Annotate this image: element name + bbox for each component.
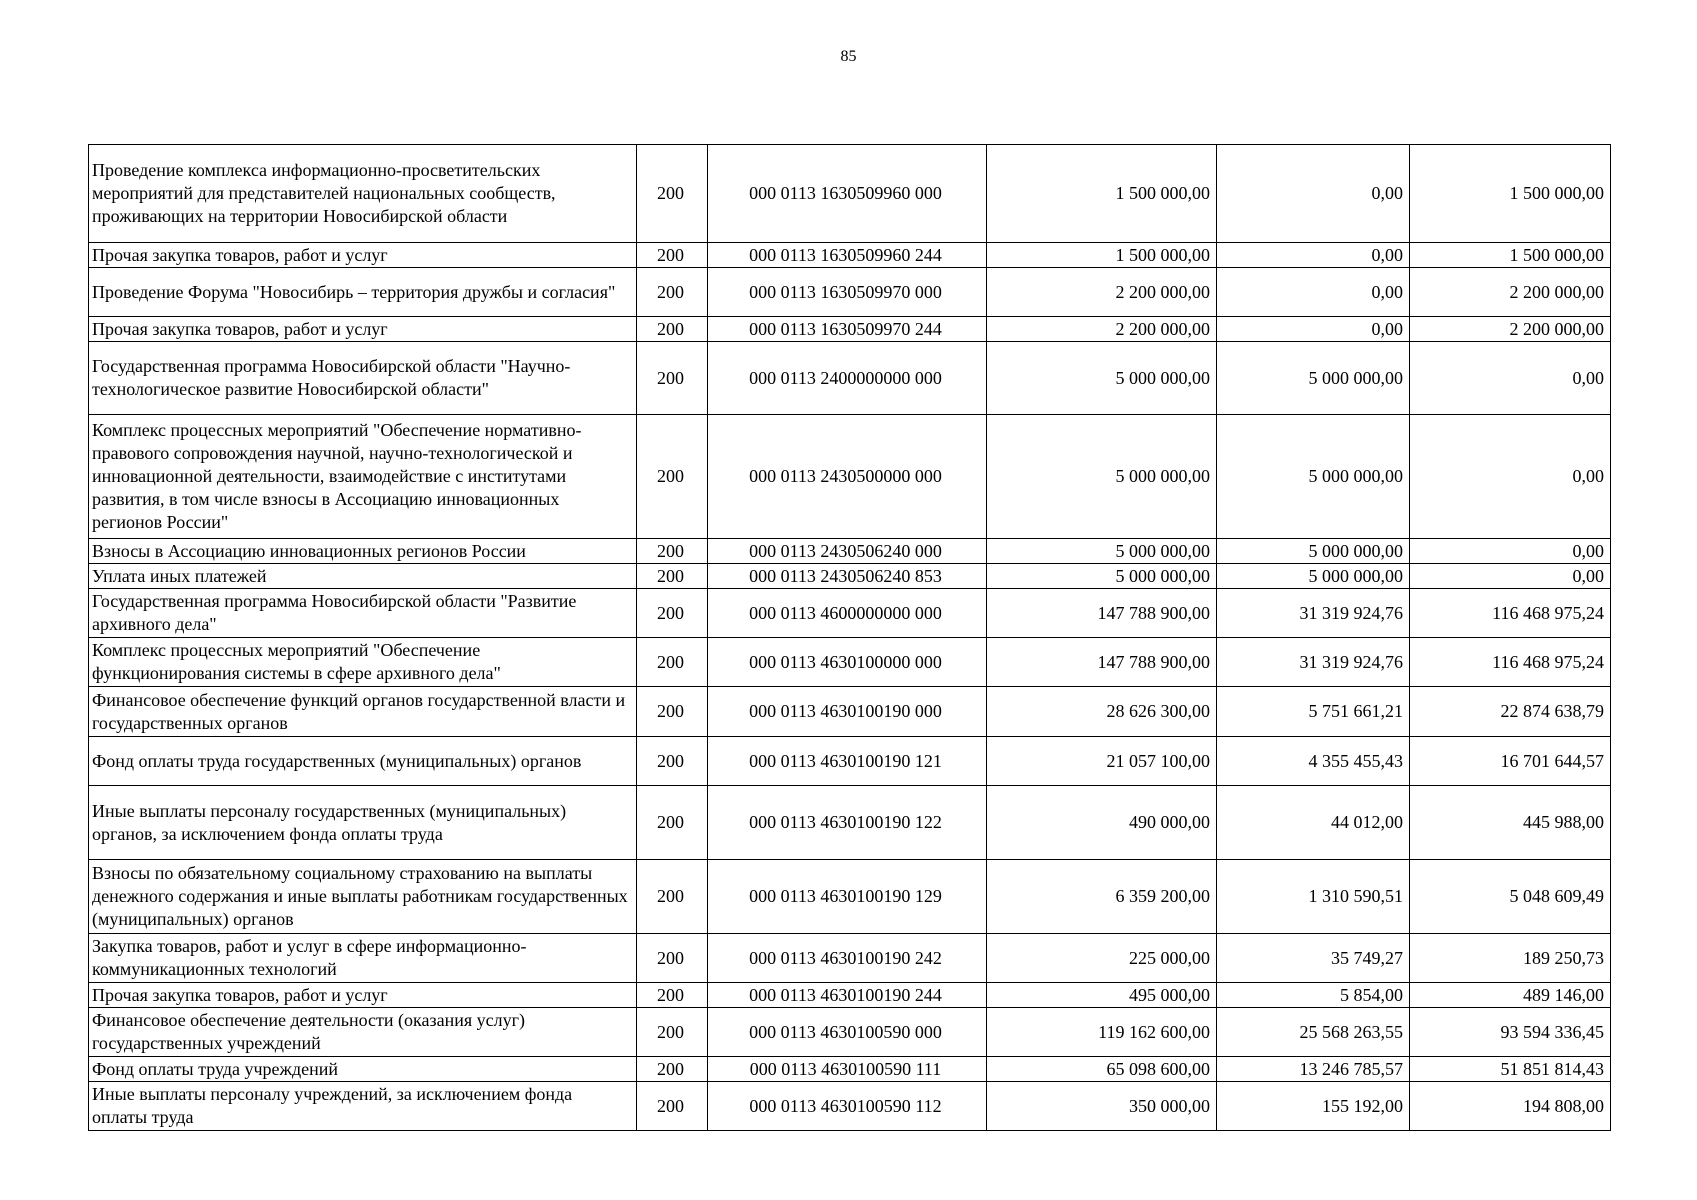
table-row: [89, 983, 1611, 1008]
row-executed: 0,00: [1217, 243, 1410, 268]
table-row: [89, 1057, 1611, 1082]
row-name: Государственная программа Новосибирской области "Научно-технологическое развитие Новосибирской области": [89, 342, 637, 415]
row-kbk: 000 0113 2430500000 000: [708, 415, 987, 539]
row-executed: 0,00: [1217, 268, 1410, 317]
row-executed: 155 192,00: [1217, 1082, 1410, 1131]
row-executed: 4 355 455,43: [1217, 737, 1410, 786]
table-row: [89, 1008, 1611, 1057]
row-name: Проведение Форума "Новосибирь – территория дружбы и согласия": [89, 268, 637, 317]
row-executed: 35 749,27: [1217, 934, 1410, 983]
row-name: Проведение комплекса информационно-просветительских мероприятий для представителей национальных сообществ, проживающих на территории Новосибирской области: [89, 145, 637, 243]
row-executed: 5 000 000,00: [1217, 342, 1410, 415]
row-executed: 5 751 661,21: [1217, 687, 1410, 737]
row-remaining: 489 146,00: [1410, 983, 1611, 1008]
table-row: [89, 415, 1611, 539]
row-code: 200: [637, 983, 708, 1008]
row-approved: 147 788 900,00: [987, 589, 1217, 638]
row-remaining: 1 500 000,00: [1410, 145, 1611, 243]
table-row: [89, 934, 1611, 983]
row-code: 200: [637, 934, 708, 983]
row-kbk: 000 0113 1630509970 000: [708, 268, 987, 317]
row-code: 200: [637, 539, 708, 564]
row-remaining: 2 200 000,00: [1410, 317, 1611, 342]
row-kbk: 000 0113 4630100190 242: [708, 934, 987, 983]
row-code: 200: [637, 564, 708, 589]
row-executed: 5 854,00: [1217, 983, 1410, 1008]
row-kbk: 000 0113 1630509960 244: [708, 243, 987, 268]
row-approved: 5 000 000,00: [987, 342, 1217, 415]
row-code: 200: [637, 1057, 708, 1082]
row-code: 200: [637, 145, 708, 243]
row-name: Комплекс процессных мероприятий "Обеспечение функционирования системы в сфере архивного дела": [89, 638, 637, 687]
row-approved: 5 000 000,00: [987, 564, 1217, 589]
row-name: Прочая закупка товаров, работ и услуг: [89, 983, 637, 1008]
row-remaining: 1 500 000,00: [1410, 243, 1611, 268]
row-approved: 147 788 900,00: [987, 638, 1217, 687]
row-executed: 31 319 924,76: [1217, 589, 1410, 638]
row-code: 200: [637, 589, 708, 638]
row-code: 200: [637, 786, 708, 860]
row-kbk: 000 0113 2400000000 000: [708, 342, 987, 415]
row-kbk: 000 0113 4630100590 112: [708, 1082, 987, 1131]
row-executed: 0,00: [1217, 317, 1410, 342]
table-row: [89, 342, 1611, 415]
row-executed: 5 000 000,00: [1217, 415, 1410, 539]
row-approved: 2 200 000,00: [987, 317, 1217, 342]
row-kbk: 000 0113 4630100190 000: [708, 687, 987, 737]
row-kbk: 000 0113 4630100190 121: [708, 737, 987, 786]
table-row: [89, 243, 1611, 268]
row-remaining: 5 048 609,49: [1410, 860, 1611, 934]
table-row: [89, 1082, 1611, 1131]
row-remaining: 0,00: [1410, 342, 1611, 415]
row-name: Финансовое обеспечение деятельности (оказания услуг) государственных учреждений: [89, 1008, 637, 1057]
row-code: 200: [637, 342, 708, 415]
row-executed: 0,00: [1217, 145, 1410, 243]
row-remaining: 51 851 814,43: [1410, 1057, 1611, 1082]
table-row: [89, 145, 1611, 243]
row-name: Финансовое обеспечение функций органов государственной власти и государственных органов: [89, 687, 637, 737]
row-remaining: 445 988,00: [1410, 786, 1611, 860]
table-row: [89, 268, 1611, 317]
row-remaining: 16 701 644,57: [1410, 737, 1611, 786]
row-code: 200: [637, 860, 708, 934]
row-remaining: 116 468 975,24: [1410, 638, 1611, 687]
row-approved: 65 098 600,00: [987, 1057, 1217, 1082]
row-kbk: 000 0113 2430506240 853: [708, 564, 987, 589]
row-name: Комплекс процессных мероприятий "Обеспечение нормативно-правового сопровождения научной, научно-технологической и инновационной деятельности, взаимодействие с институтами развития, в том числе взносы в Ассоциацию инновационных регионов России": [89, 415, 637, 539]
row-approved: 5 000 000,00: [987, 539, 1217, 564]
table-row: [89, 638, 1611, 687]
row-name: Уплата иных платежей: [89, 564, 637, 589]
row-remaining: 22 874 638,79: [1410, 687, 1611, 737]
row-name: Государственная программа Новосибирской области "Развитие архивного дела": [89, 589, 637, 638]
row-name: Иные выплаты персоналу учреждений, за исключением фонда оплаты труда: [89, 1082, 637, 1131]
row-remaining: 0,00: [1410, 564, 1611, 589]
row-code: 200: [637, 317, 708, 342]
row-remaining: 93 594 336,45: [1410, 1008, 1611, 1057]
row-approved: 350 000,00: [987, 1082, 1217, 1131]
table-row: [89, 317, 1611, 342]
row-remaining: 0,00: [1410, 539, 1611, 564]
row-executed: 25 568 263,55: [1217, 1008, 1410, 1057]
row-approved: 28 626 300,00: [987, 687, 1217, 737]
row-kbk: 000 0113 4630100190 244: [708, 983, 987, 1008]
row-remaining: 0,00: [1410, 415, 1611, 539]
row-kbk: 000 0113 4630100190 122: [708, 786, 987, 860]
table-row: [89, 564, 1611, 589]
row-remaining: 2 200 000,00: [1410, 268, 1611, 317]
row-name: Фонд оплаты труда учреждений: [89, 1057, 637, 1082]
row-code: 200: [637, 687, 708, 737]
row-name: Взносы в Ассоциацию инновационных регионов России: [89, 539, 637, 564]
row-code: 200: [637, 415, 708, 539]
row-executed: 44 012,00: [1217, 786, 1410, 860]
row-approved: 119 162 600,00: [987, 1008, 1217, 1057]
budget-table: [88, 144, 1611, 1131]
row-kbk: 000 0113 4630100190 129: [708, 860, 987, 934]
row-approved: 1 500 000,00: [987, 145, 1217, 243]
table-row: [89, 589, 1611, 638]
row-code: 200: [637, 638, 708, 687]
row-kbk: 000 0113 4600000000 000: [708, 589, 987, 638]
page-number: 85: [840, 48, 857, 65]
row-name: Закупка товаров, работ и услуг в сфере информационно-коммуникационных технологий: [89, 934, 637, 983]
row-executed: 5 000 000,00: [1217, 539, 1410, 564]
row-code: 200: [637, 737, 708, 786]
row-name: Взносы по обязательному социальному страхованию на выплаты денежного содержания и иные выплаты работникам государственных (муниципальных) органов: [89, 860, 637, 934]
row-kbk: 000 0113 1630509960 000: [708, 145, 987, 243]
row-name: Фонд оплаты труда государственных (муниципальных) органов: [89, 737, 637, 786]
row-kbk: 000 0113 2430506240 000: [708, 539, 987, 564]
table-row: [89, 737, 1611, 786]
row-executed: 5 000 000,00: [1217, 564, 1410, 589]
table-row: [89, 687, 1611, 737]
row-executed: 31 319 924,76: [1217, 638, 1410, 687]
row-executed: 1 310 590,51: [1217, 860, 1410, 934]
table-row: [89, 786, 1611, 860]
row-remaining: 194 808,00: [1410, 1082, 1611, 1131]
row-approved: 6 359 200,00: [987, 860, 1217, 934]
row-approved: 21 057 100,00: [987, 737, 1217, 786]
row-code: 200: [637, 268, 708, 317]
row-code: 200: [637, 1082, 708, 1131]
row-kbk: 000 0113 4630100590 111: [708, 1057, 987, 1082]
row-name: Прочая закупка товаров, работ и услуг: [89, 317, 637, 342]
row-code: 200: [637, 1008, 708, 1057]
row-kbk: 000 0113 1630509970 244: [708, 317, 987, 342]
row-approved: 5 000 000,00: [987, 415, 1217, 539]
row-approved: 225 000,00: [987, 934, 1217, 983]
row-kbk: 000 0113 4630100590 000: [708, 1008, 987, 1057]
row-remaining: 116 468 975,24: [1410, 589, 1611, 638]
row-remaining: 189 250,73: [1410, 934, 1611, 983]
row-kbk: 000 0113 4630100000 000: [708, 638, 987, 687]
row-approved: 495 000,00: [987, 983, 1217, 1008]
row-approved: 490 000,00: [987, 786, 1217, 860]
row-name: Прочая закупка товаров, работ и услуг: [89, 243, 637, 268]
row-executed: 13 246 785,57: [1217, 1057, 1410, 1082]
row-code: 200: [637, 243, 708, 268]
table-row: [89, 860, 1611, 934]
row-name: Иные выплаты персоналу государственных (муниципальных) органов, за исключением фонда оплаты труда: [89, 786, 637, 860]
row-approved: 1 500 000,00: [987, 243, 1217, 268]
row-approved: 2 200 000,00: [987, 268, 1217, 317]
table-row: [89, 539, 1611, 564]
